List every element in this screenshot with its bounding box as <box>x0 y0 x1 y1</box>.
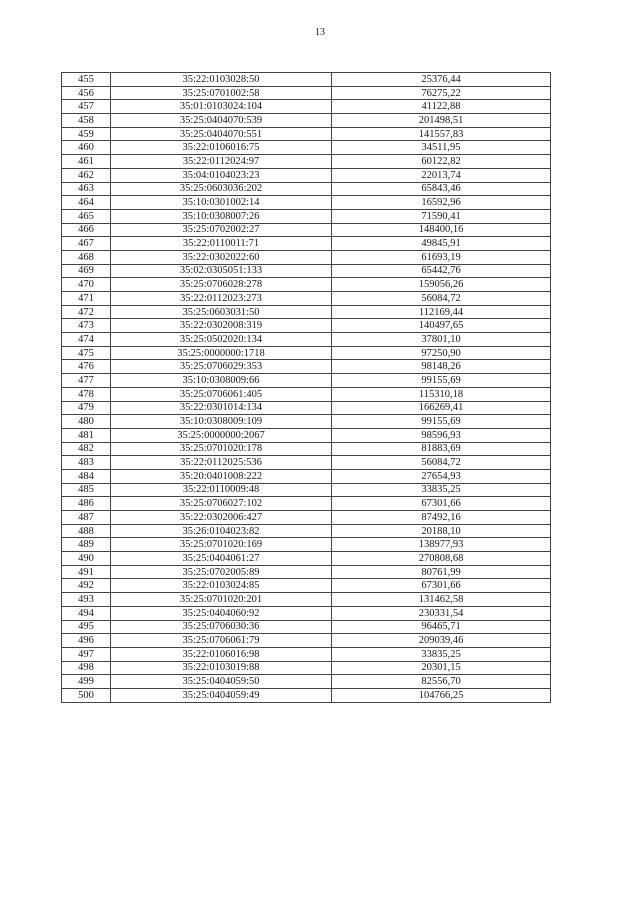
cadastral-value-cell: 61693,19 <box>332 250 551 264</box>
cadastral-number-cell: 35:25:0603031:50 <box>111 305 332 319</box>
table-row <box>62 319 551 333</box>
row-number-cell: 498 <box>62 661 111 675</box>
table-row <box>62 223 551 237</box>
cadastral-number-cell: 35:22:0112023:273 <box>111 292 332 306</box>
cadastral-number-cell: 35:10:0301002:14 <box>111 196 332 210</box>
cadastral-value-cell: 112169,44 <box>332 305 551 319</box>
cadastral-number-cell: 35:25:0701020:178 <box>111 442 332 456</box>
row-number-cell: 481 <box>62 428 111 442</box>
cadastral-number-cell: 35:25:0701020:201 <box>111 593 332 607</box>
table-row <box>62 333 551 347</box>
row-number-cell: 479 <box>62 401 111 415</box>
table-row <box>62 305 551 319</box>
cadastral-value-cell: 20188,10 <box>332 524 551 538</box>
table-row <box>62 456 551 470</box>
row-number-cell: 474 <box>62 333 111 347</box>
row-number-cell: 494 <box>62 606 111 620</box>
cadastral-value-cell: 65843,46 <box>332 182 551 196</box>
row-number-cell: 480 <box>62 415 111 429</box>
cadastral-number-cell: 35:25:0706028:278 <box>111 278 332 292</box>
table-row <box>62 86 551 100</box>
table-row <box>62 469 551 483</box>
page-number: 13 <box>315 27 325 38</box>
cadastral-number-cell: 35:25:0404059:50 <box>111 675 332 689</box>
table-row <box>62 196 551 210</box>
cadastral-number-cell: 35:22:0103028:50 <box>111 73 332 87</box>
table-row <box>62 565 551 579</box>
row-number-cell: 476 <box>62 360 111 374</box>
table-row <box>62 73 551 87</box>
cadastral-number-cell: 35:25:0404070:551 <box>111 127 332 141</box>
cadastral-number-cell: 35:25:0706027:102 <box>111 497 332 511</box>
cadastral-number-cell: 35:10:0308009:109 <box>111 415 332 429</box>
cadastral-value-cell: 131462,58 <box>332 593 551 607</box>
cadastral-value-cell: 201498,51 <box>332 114 551 128</box>
cadastral-value-cell: 33835,25 <box>332 483 551 497</box>
cadastral-number-cell: 35:25:0702005:89 <box>111 565 332 579</box>
row-number-cell: 493 <box>62 593 111 607</box>
table-row <box>62 634 551 648</box>
table-row <box>62 360 551 374</box>
cadastral-value-cell: 56084,72 <box>332 292 551 306</box>
table-row <box>62 278 551 292</box>
row-number-cell: 497 <box>62 647 111 661</box>
cadastral-value-cell: 148400,16 <box>332 223 551 237</box>
table-row <box>62 346 551 360</box>
table-row <box>62 675 551 689</box>
cadastral-value-cell: 104766,25 <box>332 688 551 702</box>
row-number-cell: 489 <box>62 538 111 552</box>
table-row <box>62 292 551 306</box>
table-row <box>62 141 551 155</box>
row-number-cell: 464 <box>62 196 111 210</box>
cadastral-number-cell: 35:22:0302008:319 <box>111 319 332 333</box>
table-row <box>62 114 551 128</box>
cadastral-value-cell: 166269,41 <box>332 401 551 415</box>
cadastral-number-cell: 35:22:0106016:75 <box>111 141 332 155</box>
row-number-cell: 459 <box>62 127 111 141</box>
cadastral-value-cell: 67301,66 <box>332 497 551 511</box>
cadastral-value-cell: 25376,44 <box>332 73 551 87</box>
table-row <box>62 127 551 141</box>
row-number-cell: 472 <box>62 305 111 319</box>
cadastral-number-cell: 35:25:0706061:79 <box>111 634 332 648</box>
table-row <box>62 415 551 429</box>
row-number-cell: 490 <box>62 552 111 566</box>
cadastral-value-cell: 20301,15 <box>332 661 551 675</box>
cadastral-value-cell: 230331,54 <box>332 606 551 620</box>
cadastral-value-cell: 98148,26 <box>332 360 551 374</box>
cadastral-number-cell: 35:10:0308009:66 <box>111 374 332 388</box>
table-row <box>62 250 551 264</box>
cadastral-value-cell: 41122,88 <box>332 100 551 114</box>
cadastral-number-cell: 35:22:0110009:48 <box>111 483 332 497</box>
cadastral-number-cell: 35:22:0103019:88 <box>111 661 332 675</box>
cadastral-number-cell: 35:25:0701002:58 <box>111 86 332 100</box>
row-number-cell: 485 <box>62 483 111 497</box>
row-number-cell: 483 <box>62 456 111 470</box>
table-row <box>62 209 551 223</box>
cadastral-value-cell: 115310,18 <box>332 387 551 401</box>
row-number-cell: 456 <box>62 86 111 100</box>
cadastral-number-cell: 35:26:0104023:82 <box>111 524 332 538</box>
table-row <box>62 647 551 661</box>
table-row <box>62 606 551 620</box>
table-row <box>62 264 551 278</box>
cadastral-number-cell: 35:02:0305051:133 <box>111 264 332 278</box>
row-number-cell: 496 <box>62 634 111 648</box>
cadastral-number-cell: 35:25:0404061:27 <box>111 552 332 566</box>
table-row <box>62 374 551 388</box>
table-row <box>62 661 551 675</box>
cadastral-value-cell: 56084,72 <box>332 456 551 470</box>
row-number-cell: 500 <box>62 688 111 702</box>
cadastral-number-cell: 35:22:0106016:98 <box>111 647 332 661</box>
cadastral-value-cell: 98596,93 <box>332 428 551 442</box>
row-number-cell: 460 <box>62 141 111 155</box>
cadastral-number-cell: 35:22:0302022:60 <box>111 250 332 264</box>
table-row <box>62 428 551 442</box>
cadastral-value-cell: 270808,68 <box>332 552 551 566</box>
table-row <box>62 483 551 497</box>
row-number-cell: 486 <box>62 497 111 511</box>
cadastral-value-cell: 87492,16 <box>332 511 551 525</box>
cadastral-number-cell: 35:20:0401008:222 <box>111 469 332 483</box>
row-number-cell: 455 <box>62 73 111 87</box>
cadastral-value-table <box>61 72 551 703</box>
row-number-cell: 461 <box>62 155 111 169</box>
cadastral-number-cell: 35:25:0000000:1718 <box>111 346 332 360</box>
table-row <box>62 401 551 415</box>
cadastral-value-cell: 99155,69 <box>332 415 551 429</box>
cadastral-value-cell: 33835,25 <box>332 647 551 661</box>
cadastral-value-cell: 27654,93 <box>332 469 551 483</box>
row-number-cell: 458 <box>62 114 111 128</box>
row-number-cell: 467 <box>62 237 111 251</box>
cadastral-value-cell: 209039,46 <box>332 634 551 648</box>
cadastral-value-cell: 141557,83 <box>332 127 551 141</box>
cadastral-value-cell: 140497,65 <box>332 319 551 333</box>
cadastral-number-cell: 35:25:0706061:405 <box>111 387 332 401</box>
cadastral-value-cell: 37801,10 <box>332 333 551 347</box>
cadastral-number-cell: 35:25:0706029:353 <box>111 360 332 374</box>
cadastral-value-cell: 65442,76 <box>332 264 551 278</box>
table-row <box>62 442 551 456</box>
cadastral-number-cell: 35:22:0112025:536 <box>111 456 332 470</box>
row-number-cell: 477 <box>62 374 111 388</box>
table-row <box>62 182 551 196</box>
table-row <box>62 688 551 702</box>
table-row <box>62 237 551 251</box>
row-number-cell: 462 <box>62 168 111 182</box>
cadastral-number-cell: 35:25:0404060:92 <box>111 606 332 620</box>
row-number-cell: 499 <box>62 675 111 689</box>
row-number-cell: 491 <box>62 565 111 579</box>
table-row <box>62 155 551 169</box>
row-number-cell: 466 <box>62 223 111 237</box>
cadastral-number-cell: 35:04:0104023:23 <box>111 168 332 182</box>
cadastral-number-cell: 35:25:0000000:2067 <box>111 428 332 442</box>
cadastral-value-cell: 76275,22 <box>332 86 551 100</box>
cadastral-value-cell: 159056,26 <box>332 278 551 292</box>
row-number-cell: 475 <box>62 346 111 360</box>
cadastral-number-cell: 35:22:0301014:134 <box>111 401 332 415</box>
cadastral-value-cell: 34511,95 <box>332 141 551 155</box>
table-row <box>62 620 551 634</box>
table-row <box>62 552 551 566</box>
cadastral-number-cell: 35:25:0701020:169 <box>111 538 332 552</box>
cadastral-number-cell: 35:22:0110011:71 <box>111 237 332 251</box>
row-number-cell: 469 <box>62 264 111 278</box>
row-number-cell: 495 <box>62 620 111 634</box>
table-row <box>62 579 551 593</box>
table-row <box>62 538 551 552</box>
cadastral-value-cell: 67301,66 <box>332 579 551 593</box>
table-row <box>62 511 551 525</box>
cadastral-number-cell: 35:25:0404059:49 <box>111 688 332 702</box>
cadastral-number-cell: 35:01:0103024:104 <box>111 100 332 114</box>
table-row <box>62 387 551 401</box>
cadastral-value-cell: 49845,91 <box>332 237 551 251</box>
cadastral-number-cell: 35:25:0706030:36 <box>111 620 332 634</box>
table-row <box>62 168 551 182</box>
cadastral-number-cell: 35:25:0702002:27 <box>111 223 332 237</box>
cadastral-value-cell: 96465,71 <box>332 620 551 634</box>
row-number-cell: 471 <box>62 292 111 306</box>
table-row <box>62 497 551 511</box>
row-number-cell: 465 <box>62 209 111 223</box>
cadastral-number-cell: 35:22:0302006:427 <box>111 511 332 525</box>
cadastral-number-cell: 35:10:0308007:26 <box>111 209 332 223</box>
cadastral-value-cell: 82556,70 <box>332 675 551 689</box>
cadastral-value-cell: 22013,74 <box>332 168 551 182</box>
table-body <box>62 73 551 703</box>
row-number-cell: 478 <box>62 387 111 401</box>
row-number-cell: 470 <box>62 278 111 292</box>
cadastral-value-cell: 80761,99 <box>332 565 551 579</box>
cadastral-value-cell: 16592,96 <box>332 196 551 210</box>
row-number-cell: 492 <box>62 579 111 593</box>
row-number-cell: 487 <box>62 511 111 525</box>
table-row <box>62 593 551 607</box>
row-number-cell: 488 <box>62 524 111 538</box>
table-row <box>62 524 551 538</box>
cadastral-value-cell: 60122,82 <box>332 155 551 169</box>
cadastral-number-cell: 35:22:0112024:97 <box>111 155 332 169</box>
row-number-cell: 482 <box>62 442 111 456</box>
cadastral-number-cell: 35:22:0103024:85 <box>111 579 332 593</box>
row-number-cell: 484 <box>62 469 111 483</box>
cadastral-value-cell: 71590,41 <box>332 209 551 223</box>
cadastral-value-cell: 99155,69 <box>332 374 551 388</box>
cadastral-number-cell: 35:25:0502020:134 <box>111 333 332 347</box>
row-number-cell: 468 <box>62 250 111 264</box>
row-number-cell: 457 <box>62 100 111 114</box>
cadastral-value-cell: 97250,90 <box>332 346 551 360</box>
cadastral-value-cell: 81883,69 <box>332 442 551 456</box>
row-number-cell: 463 <box>62 182 111 196</box>
cadastral-value-cell: 138977,93 <box>332 538 551 552</box>
cadastral-number-cell: 35:25:0404070:539 <box>111 114 332 128</box>
row-number-cell: 473 <box>62 319 111 333</box>
table-row <box>62 100 551 114</box>
cadastral-number-cell: 35:25:0603036:202 <box>111 182 332 196</box>
